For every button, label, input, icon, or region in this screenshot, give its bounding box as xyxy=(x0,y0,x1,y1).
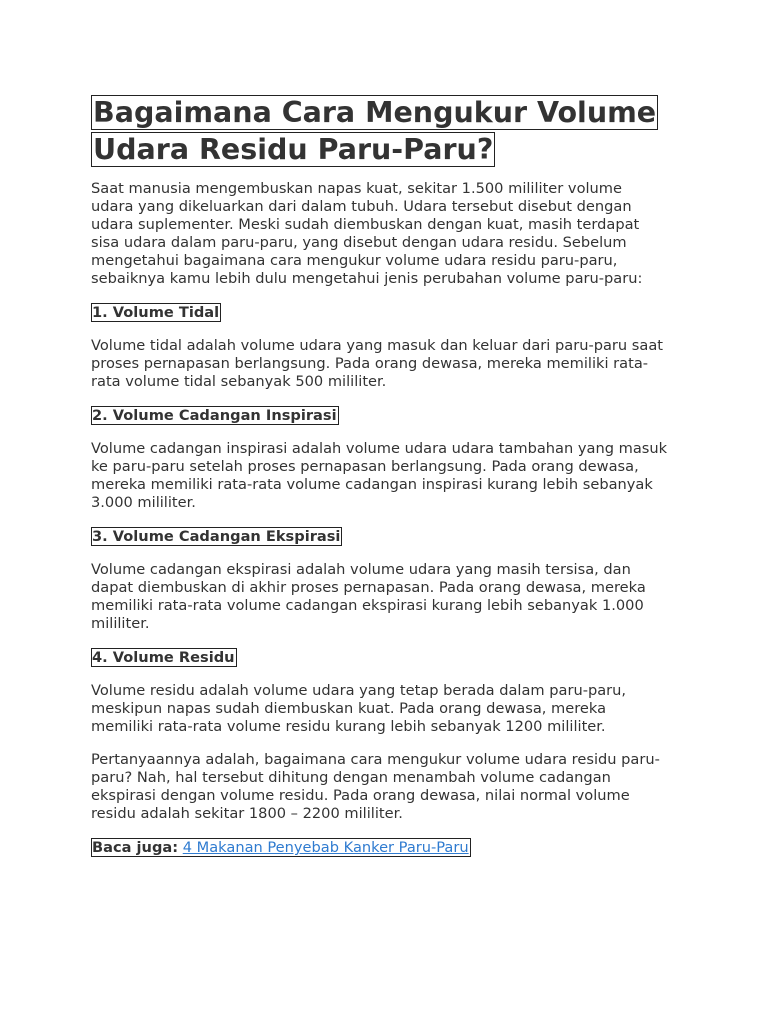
article-title xyxy=(91,94,668,168)
section-heading-volume-tidal xyxy=(91,303,668,322)
intro-paragraph: Saat manusia mengembuskan napas kuat, sekitar 1.500 mililiter volume udara yang dikeluarkan dari dalam tubuh. Udara tersebut disebut dengan udara suplementer. Meski sudah diembuskan dengan kuat, masih terdapat sisa udara dalam paru-paru, yang disebut dengan udara residu. Sebelum mengetahui bagaimana cara mengukur volume udara residu paru-paru, sebaiknya kamu lebih dulu mengetahui jenis perubahan volume paru-paru: xyxy=(91,180,643,287)
section-heading-text: 4. Volume Residu xyxy=(92,649,235,666)
section-body-cadangan-ekspirasi: Volume cadangan ekspirasi adalah volume udara yang masih tersisa, dan dapat diembuskan di akhir proses pernapasan. Pada orang dewasa, mereka memiliki rata-rata volume cadangan ekspirasi kurang lebih sebanyak 1.000 mililiter. xyxy=(91,561,646,632)
section-heading-text: 2. Volume Cadangan Inspirasi xyxy=(92,407,337,424)
read-also xyxy=(91,838,668,857)
section-heading-cadangan-ekspirasi xyxy=(91,527,668,546)
section-body-volume-residu: Volume residu adalah volume udara yang tetap berada dalam paru-paru, meskipun napas sudah diembuskan kuat. Pada orang dewasa, mereka memiliki rata-rata volume residu kurang lebih sebanyak 1200 mililiter. xyxy=(91,682,627,735)
section-heading-text: 3. Volume Cadangan Ekspirasi xyxy=(92,528,341,545)
read-also-label: Baca juga: xyxy=(92,839,179,856)
section-heading-text: 1. Volume Tidal xyxy=(92,304,220,321)
read-also-box xyxy=(91,838,471,857)
conclusion-paragraph: Pertanyaannya adalah, bagaimana cara mengukur volume udara residu paru-paru? Nah, hal tersebut dihitung dengan menambah volume cadangan ekspirasi dengan volume residu. Pada orang dewasa, nilai normal volume residu adalah sekitar 1800 – 2200 mililiter. xyxy=(91,751,660,822)
article-title-text: Bagaimana Cara Mengukur Volume Udara Residu Paru-Paru? xyxy=(93,96,657,166)
section-body-cadangan-inspirasi: Volume cadangan inspirasi adalah volume udara udara tambahan yang masuk ke paru-paru setelah proses pernapasan berlangsung. Pada orang dewasa, mereka memiliki rata-rata volume cadangan inspirasi kurang lebih sebanyak 3.000 mililiter. xyxy=(91,440,668,511)
read-also-link[interactable]: 4 Makanan Penyebab Kanker Paru-Paru xyxy=(182,839,469,856)
section-heading-volume-residu xyxy=(91,648,668,667)
section-body-volume-tidal: Volume tidal adalah volume udara yang masuk dan keluar dari paru-paru saat proses pernapasan berlangsung. Pada orang dewasa, mereka memiliki rata-rata volume tidal sebanyak 500 mililiter. xyxy=(91,337,664,390)
section-heading-cadangan-inspirasi xyxy=(91,406,668,425)
